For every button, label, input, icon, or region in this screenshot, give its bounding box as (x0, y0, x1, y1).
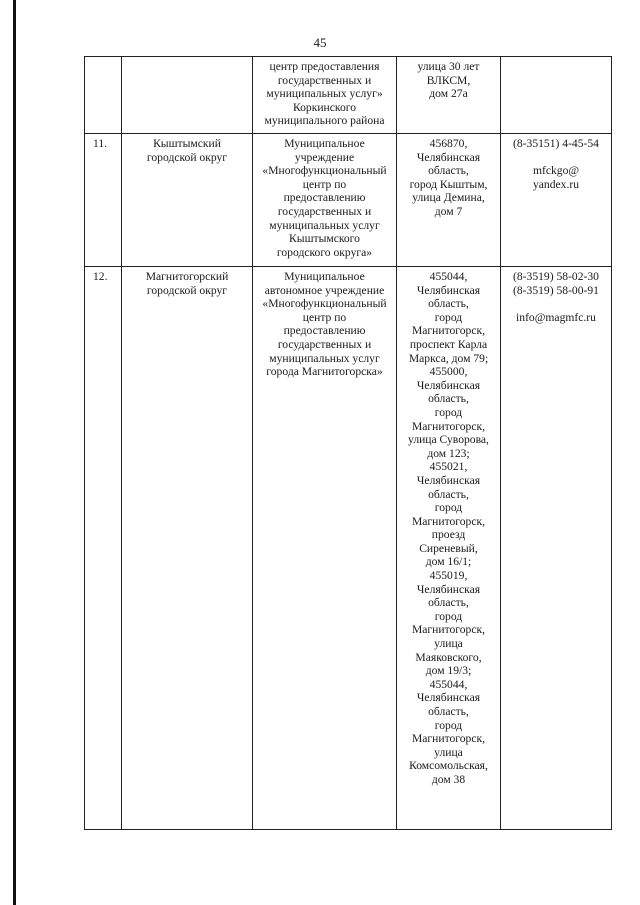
address-line: город (434, 405, 463, 419)
contacts-line[interactable]: info@magmfc.ru (516, 310, 596, 324)
institution-line: города Магнитогорска» (266, 365, 383, 379)
address-line: улица (434, 745, 463, 759)
address-line: город Кыштым, (409, 177, 488, 191)
address-line: область, (428, 297, 469, 311)
cell-contacts (501, 267, 612, 830)
institution-line: предоставлению (283, 191, 366, 205)
address-line: Челябинская (416, 582, 481, 596)
institution-line: центр по (302, 177, 347, 191)
cell-num: 12. (85, 267, 122, 830)
address-line: Магнитогорск, (411, 514, 486, 528)
district-line: Кыштымский (153, 137, 221, 150)
table-row (85, 134, 612, 267)
institution-line: предоставлению (283, 324, 366, 338)
address-line: 455019, (429, 569, 468, 583)
institution-line: муниципальных услуг» (266, 87, 383, 101)
institution-line: автономное учреждение (264, 283, 385, 297)
cell-contacts (501, 134, 612, 267)
address-line: 455000, (429, 365, 468, 379)
district-line: городской округ (146, 283, 228, 297)
institution-line: городского округа» (276, 245, 373, 259)
address-line: Сиреневый, (419, 541, 478, 555)
institution-line: государственных и (277, 337, 372, 351)
address-line: Магнитогорск, (411, 732, 486, 746)
cell-institution (253, 57, 397, 134)
contacts-line: (8-3519) 58-00-91 (513, 283, 599, 297)
address-line: область, (428, 392, 469, 406)
contacts-line (504, 297, 608, 311)
table-body (85, 57, 612, 830)
address-line: проспект Карла (409, 337, 488, 351)
address-line: 456870, (429, 137, 468, 150)
address-line: 455044, (429, 677, 468, 691)
institution-line: Кыштымского (289, 232, 360, 246)
institution-line: Муниципальное (284, 270, 365, 283)
address-line: дом 38 (431, 772, 466, 786)
table-row (85, 267, 612, 830)
institution-line: Коркинского (292, 100, 357, 114)
cell-address (397, 134, 501, 267)
address-line: Челябинская (416, 150, 481, 164)
contacts-line: (8-35151) 4-45-54 (513, 137, 599, 150)
contacts-line: (8-3519) 58-02-30 (513, 270, 599, 283)
address-line: дом 27а (429, 87, 468, 101)
institution-line: муниципального района (264, 114, 385, 128)
address-line: Челябинская (416, 691, 481, 705)
address-line: область, (428, 487, 469, 501)
address-line: Магнитогорск, (411, 324, 486, 338)
cell-district (122, 267, 253, 830)
cell-district (122, 134, 253, 267)
institution-line: «Многофункциональный (262, 164, 387, 178)
institution-line: центр по (302, 310, 347, 324)
cell-address (397, 267, 501, 830)
address-line: улица (434, 637, 463, 651)
cell-institution (253, 134, 397, 267)
cell-num (85, 57, 122, 134)
page-number: 45 (313, 35, 327, 50)
institution-line: государственных и (277, 73, 372, 87)
cell-address (397, 57, 501, 134)
address-line: улица Суворова, (408, 433, 489, 447)
cell-institution (253, 267, 397, 830)
address-line: Маркса, дом 79; (408, 351, 489, 365)
address-line: Маяковского, (415, 650, 482, 664)
table-row (85, 57, 612, 134)
address-line: город (434, 609, 463, 623)
address-line: дом 19/3; (425, 664, 472, 678)
address-line: город (434, 501, 463, 515)
institution-line: государственных и (277, 204, 372, 218)
institution-line: муниципальных услуг (269, 351, 380, 365)
cell-contacts (501, 57, 612, 134)
address-line: дом 16/1; (425, 555, 472, 569)
mfc-registry-table (84, 56, 612, 830)
contacts-line (504, 151, 608, 165)
institution-line: учреждение (294, 150, 355, 164)
address-line: Комсомольская, (409, 759, 488, 773)
address-line: улица Демина, (412, 191, 485, 205)
district-line: городской округ (146, 150, 228, 164)
address-line: улица 30 лет (417, 60, 480, 73)
address-line: 455044, (429, 270, 468, 283)
address-line: город (434, 310, 463, 324)
address-line: проезд (431, 528, 466, 542)
address-line: город (434, 718, 463, 732)
institution-line: муниципальных услуг (269, 218, 380, 232)
address-line: дом 7 (434, 204, 463, 218)
address-line: Челябинская (416, 283, 481, 297)
address-line: область, (428, 164, 469, 178)
institution-line: Муниципальное (284, 137, 365, 150)
institution-line: «Многофункциональный (262, 297, 387, 311)
address-line: 455021, (429, 460, 468, 474)
contacts-line[interactable]: mfckgo@ (532, 164, 580, 178)
address-line: Магнитогорск, (411, 623, 486, 637)
address-line: область, (428, 705, 469, 718)
address-line: Челябинская (416, 378, 481, 392)
scan-edge-line (13, 0, 16, 905)
district-line: Магнитогорский (145, 270, 229, 283)
institution-line: центр предоставления (269, 60, 380, 73)
cell-district (122, 57, 253, 134)
address-line: Магнитогорск, (411, 419, 486, 433)
address-line: дом 123; (427, 446, 470, 460)
address-line: ВЛКСМ, (426, 73, 471, 87)
contacts-line: yandex.ru (532, 177, 580, 191)
cell-num: 11. (85, 134, 122, 267)
address-line: Челябинская (416, 473, 481, 487)
address-line: область, (428, 596, 469, 610)
